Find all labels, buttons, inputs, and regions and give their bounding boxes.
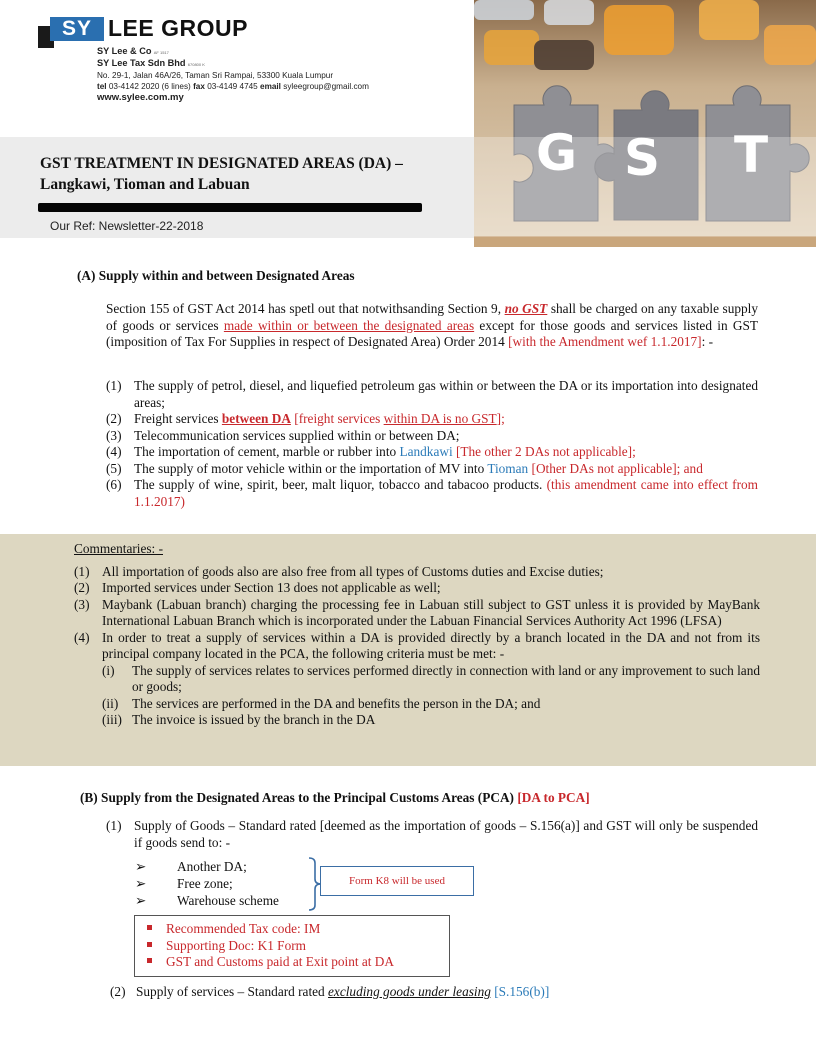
section-a-list xyxy=(106,378,758,510)
logo-mark: SY xyxy=(50,17,104,41)
list-item xyxy=(106,461,758,478)
section-b-title-text: (B) Supply from the Designated Areas to the Principal Customs Areas (PCA) xyxy=(80,790,518,805)
place-langkawi: Landkawi xyxy=(399,444,453,459)
item-number: (4) xyxy=(106,444,122,459)
place-tioman: Tioman xyxy=(487,460,529,476)
commentaries-title: Commentaries: - xyxy=(74,541,163,556)
item-number: (2) xyxy=(74,580,90,595)
commentary-item xyxy=(74,580,760,597)
page-title xyxy=(40,153,403,195)
destination-item xyxy=(135,875,279,892)
company-name-1: SY Lee & Co xyxy=(97,46,152,56)
para-text: except for those goods and services listed in GST (imposition of Tax For Supplies in respect of Designated Area) Order 2014 xyxy=(106,317,759,349)
title-line-1: GST TREATMENT IN DESIGNATED AREAS (DA) – xyxy=(40,155,403,172)
arrow-bullet-icon: ➢ xyxy=(135,859,147,874)
amendment-note: [with the Amendment wef 1.1.2017] xyxy=(508,334,702,349)
para-text: shall be charged on any taxable supply of goods or services xyxy=(106,301,758,333)
section-a-title: (A) Supply within and between Designated Areas xyxy=(77,268,355,283)
exit-point-item: GST and Customs paid at Exit point at DA xyxy=(147,954,449,971)
hero-letter-s: S xyxy=(624,129,661,187)
tax-code-item: Recommended Tax code: IM xyxy=(147,921,449,938)
company-1-reg: AF 1517 xyxy=(153,50,169,55)
title-line-2: Langkawi, Tioman and Labuan xyxy=(40,176,250,193)
list-item xyxy=(110,984,549,1001)
no-gst-emphasis: no GST xyxy=(504,301,548,316)
item-note: [Other DAs not applicable]; and xyxy=(528,460,703,476)
form-k8-note: Form K8 will be used xyxy=(320,866,474,896)
website-link[interactable]: www.sylee.com.my xyxy=(97,92,184,103)
criteria-item xyxy=(102,712,760,729)
contact-line xyxy=(97,81,369,92)
company-2-reg: 670800 K xyxy=(187,62,205,67)
commentaries xyxy=(74,541,760,729)
item-text: Telecommunication services supplied within or between DA; xyxy=(134,427,460,443)
item-number: (4) xyxy=(74,629,90,645)
fax-value: 03-4149 4745 xyxy=(207,82,258,91)
logo-text: LEE GROUP xyxy=(108,15,248,41)
list-item xyxy=(106,411,758,428)
between-da-emphasis: between DA xyxy=(221,411,291,426)
item-number: (1) xyxy=(106,818,122,833)
arrow-bullet-icon: ➢ xyxy=(135,876,147,891)
item-text: Imported services under Section 13 does not applicable as well; xyxy=(102,580,441,595)
list-item xyxy=(106,477,758,510)
hero-letter-t: T xyxy=(734,126,769,184)
list-item xyxy=(106,818,758,851)
item-text: Maybank (Labuan branch) charging the processing fee in Labuan still subject to GST unless it is provided by MayBank International Labuan Branch which is incorporated under the Labuan Financial Services Authority Act 1996 (LFSA) xyxy=(102,596,760,628)
reference-number: Our Ref: Newsletter-22-2018 xyxy=(50,219,204,233)
commentary-item xyxy=(74,564,760,581)
item-number: (ii) xyxy=(102,695,119,711)
gst-puzzle-hero-image xyxy=(474,0,816,247)
destination-list xyxy=(135,858,279,909)
section-b-title-tag: [DA to PCA] xyxy=(517,790,590,805)
item-note: [The other 2 DAs not applicable]; xyxy=(452,444,636,459)
commentary-item xyxy=(74,597,760,630)
item-note: [freight services xyxy=(290,411,384,426)
title-underline-bar xyxy=(38,203,422,212)
tax-code-box xyxy=(134,915,450,977)
para-text: : - xyxy=(701,334,714,349)
item-note: (this amendment came into effect from 1.1.2017) xyxy=(134,477,759,509)
email-label: email xyxy=(260,82,281,91)
item-text: All importation of goods also are also free from all types of Customs duties and Excise duties; xyxy=(102,563,604,579)
company-address: No. 29-1, Jalan 46A/26, Taman Sri Rampai, 53300 Kuala Lumpur xyxy=(97,71,334,80)
section-b-title xyxy=(80,790,590,807)
tel-value: 03-4142 2020 (6 lines) xyxy=(108,82,191,91)
item-note-underlined: within DA is no GST xyxy=(383,411,497,426)
item-text: The supply of wine, spirit, beer, malt liquor, tobacco and tabacoo products. xyxy=(134,477,547,492)
criteria-item xyxy=(102,696,760,713)
item-note: ]; xyxy=(496,411,505,426)
item-text: Supply of services – Standard rated xyxy=(136,984,329,999)
company-details xyxy=(97,46,369,103)
leasing-exclusion: excluding goods under leasing xyxy=(328,984,491,999)
item-text: The supply of motor vehicle within or the importation of MV into xyxy=(134,460,488,476)
destination-item xyxy=(135,892,279,909)
destination-text: Another DA; xyxy=(177,859,247,874)
item-number: (i) xyxy=(102,662,115,678)
item-text: The services are performed in the DA and benefits the person in the DA; and xyxy=(132,695,541,711)
designated-areas-emphasis: made within or between the designated areas xyxy=(223,317,475,333)
item-number: (2) xyxy=(110,984,126,999)
item-text: The invoice is issued by the branch in the DA xyxy=(132,712,376,727)
section-b-list xyxy=(106,818,758,851)
criteria-item xyxy=(102,663,760,696)
item-number: (1) xyxy=(106,378,122,393)
commentary-item xyxy=(74,630,760,729)
list-item xyxy=(106,428,758,445)
hero-letter-g: G xyxy=(536,124,578,182)
fax-label: fax xyxy=(193,82,205,91)
item-number: (5) xyxy=(106,460,122,476)
item-number: (3) xyxy=(106,427,122,443)
arrow-bullet-icon: ➢ xyxy=(135,893,147,908)
item-text: Freight services xyxy=(134,411,222,426)
list-item xyxy=(106,378,758,411)
item-text: Supply of Goods – Standard rated [deemed as the importation of goods – S.156(a)] and GST will only be suspended if goods send to: - xyxy=(134,818,758,850)
tel-label: tel xyxy=(97,82,107,91)
destination-item xyxy=(135,858,279,875)
supporting-doc-item: Supporting Doc: K1 Form xyxy=(147,938,449,955)
item-text: In order to treat a supply of services within a DA is provided directly by a branch located in the DA and not from its principal company located in the PCA, the following criteria must be met: - xyxy=(102,629,760,661)
destination-text: Warehouse scheme xyxy=(177,893,279,908)
list-item xyxy=(106,444,758,461)
item-number: (6) xyxy=(106,477,122,492)
item-number: (2) xyxy=(106,411,122,426)
item-number: (iii) xyxy=(102,712,122,727)
item-text: The supply of services relates to services performed directly in connection with land or any improvement to such land or goods; xyxy=(132,662,760,694)
destination-text: Free zone; xyxy=(177,876,233,891)
item-number: (3) xyxy=(74,596,90,612)
section-a-paragraph xyxy=(106,301,758,351)
item-text: The importation of cement, marble or rubber into xyxy=(134,444,400,459)
company-name-2: SY Lee Tax Sdn Bhd xyxy=(97,58,186,68)
item-text: The supply of petrol, diesel, and liquefied petroleum gas within or between the DA or its importation into designated areas; xyxy=(134,378,758,410)
item-number: (1) xyxy=(74,563,90,579)
email-value[interactable]: syleegroup@gmail.com xyxy=(283,82,369,91)
para-text: Section 155 of GST Act 2014 has spetl out that notwithsanding Section 9, xyxy=(106,301,505,316)
section-reference: [S.156(b)] xyxy=(490,984,550,999)
